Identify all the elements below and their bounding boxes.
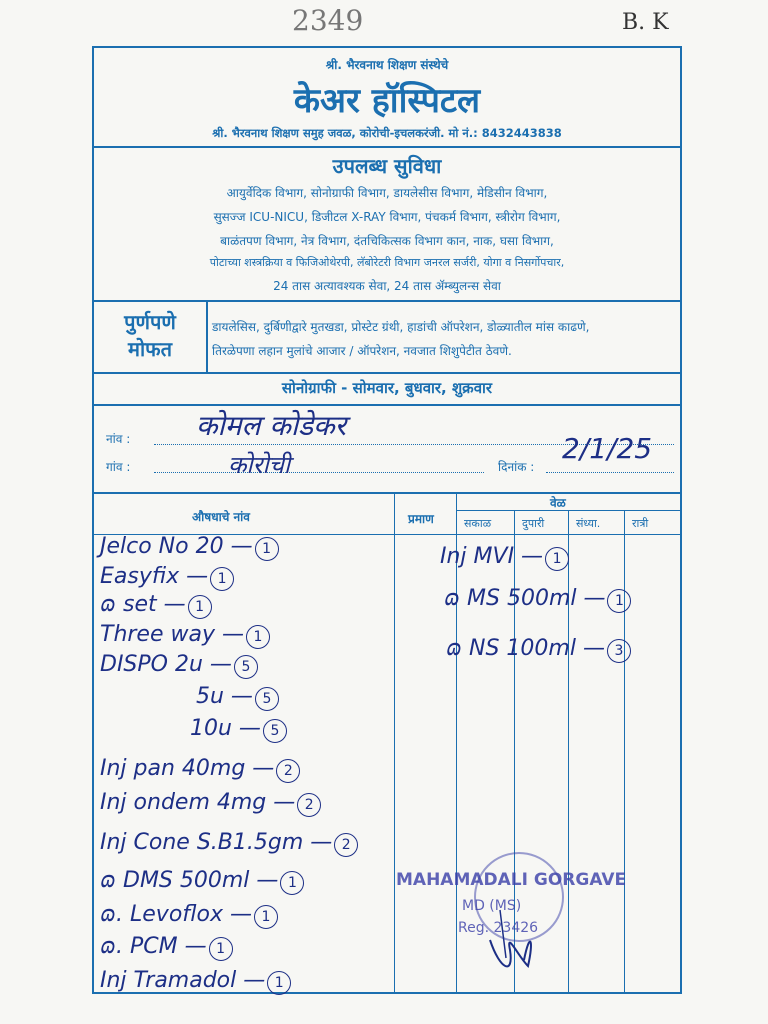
date-line: [546, 472, 674, 473]
column-divider: [394, 492, 395, 994]
facilities-heading: उपलब्ध सुविधा: [332, 154, 442, 178]
hospital-name: केअर हॉस्पिटल: [293, 81, 481, 121]
facilities-line: पोटाच्या शस्त्रक्रिया व फिजिओथेरपी, लॅबोरेटरी विभाग जनरल सर्जरी, योगा व निसर्गोपचार,: [209, 256, 565, 269]
medicine-item: ɷ NS 100ml — 3: [446, 636, 631, 663]
divider: [94, 146, 680, 148]
stamp-registration: Reg. 23426: [458, 920, 539, 936]
time-morning: सकाळ: [464, 517, 492, 530]
medicine-item: ɷ DMS 500ml — 1: [100, 868, 304, 895]
medicine-item: ɷ set — 1: [100, 592, 212, 619]
quantity-circle: 1: [254, 905, 278, 929]
quantity-circle: 1: [545, 547, 569, 571]
doctor-signature: [470, 900, 590, 980]
quantity-circle: 1: [255, 537, 279, 561]
patient-village: कोरोची: [228, 451, 291, 479]
medicine-item: ɷ. PCM — 1: [100, 934, 233, 961]
village-line: [154, 472, 484, 473]
medicine-item: Easyfix — 1: [100, 564, 234, 591]
medicine-item: Jelco No 20 — 1: [100, 534, 279, 561]
village-label: गांव :: [106, 460, 131, 474]
medicine-column-header: औषधाचे नांव: [192, 510, 250, 524]
time-afternoon: दुपारी: [522, 517, 545, 530]
quantity-circle: 1: [280, 871, 304, 895]
medicine-item: Inj ondem 4mg — 2: [100, 790, 321, 817]
medicine-item: 5u — 5: [196, 684, 279, 711]
hospital-address: श्री. भैरवनाथ शिक्षण समुह जवळ, कोरोची-इचलकरंजी. मो नं.: 8432443838: [212, 126, 562, 140]
date-label: दिनांक :: [498, 460, 535, 474]
quantity-circle: 5: [263, 719, 287, 743]
quantity-circle: 1: [210, 567, 234, 591]
quantity-circle: 5: [255, 687, 279, 711]
trust-name: श्री. भैरवनाथ शिक्षण संस्थेचे: [325, 58, 449, 72]
divider: [94, 492, 680, 494]
time-column-header: वेळ: [550, 496, 566, 510]
free-label-line1: पुर्णपणे: [124, 310, 176, 334]
free-services-line1: डायलेसिस, दुर्बिणीद्वारे मुतखडा, प्रोस्टेट ग्रंथी, हाडांची ऑपरेशन, डोळ्यातील मांस काढणे,: [212, 320, 590, 334]
medicine-item: Inj Cone S.B1.5gm — 2: [100, 830, 358, 857]
medicine-item: ɷ MS 500ml — 1: [444, 586, 631, 613]
file-number: 2349: [292, 4, 364, 37]
quantity-column-header: प्रमाण: [408, 512, 434, 526]
quantity-circle: 1: [607, 589, 631, 613]
quantity-circle: 3: [607, 639, 631, 663]
quantity-circle: 1: [188, 595, 212, 619]
stamp-degree: MD (MS): [462, 898, 522, 914]
medicine-item: DISPO 2u — 5: [100, 652, 258, 679]
quantity-circle: 1: [246, 625, 270, 649]
patient-name: कोमल कोडेकर: [196, 409, 347, 442]
medicine-item: 10u — 5: [190, 716, 287, 743]
divider: [94, 372, 680, 374]
free-label: [94, 302, 208, 372]
sonography-days: सोनोग्राफी - सोमवार, बुधवार, शुक्रवार: [281, 379, 493, 397]
facilities-line: आयुर्वेदिक विभाग, सोनोग्राफी विभाग, डायलेसीस विभाग, मेडिसीन विभाग,: [226, 186, 548, 200]
time-night: रात्री: [632, 517, 649, 530]
medicine-item: Inj pan 40mg — 2: [100, 756, 300, 783]
quantity-circle: 2: [334, 833, 358, 857]
name-label: नांव :: [106, 432, 131, 446]
quantity-circle: 1: [209, 937, 233, 961]
quantity-circle: 1: [267, 971, 291, 995]
initials-note: B. K: [622, 10, 669, 35]
medicine-item: ɷ. Levoflox — 1: [100, 902, 278, 929]
stamp-doctor-name: MAHAMADALI GORGAVE: [396, 870, 627, 890]
medicine-item: Three way — 1: [100, 622, 270, 649]
time-evening: संध्या.: [576, 517, 601, 530]
quantity-circle: 5: [234, 655, 258, 679]
free-services-line2: तिरळेपणा लहान मुलांचे आजार / ऑपरेशन, नवजात शिशुपेटीत ठेवणे.: [212, 344, 512, 358]
time-header-line: [456, 510, 682, 511]
facilities-line: सुसज्ज ICU-NICU, डिजीटल X-RAY विभाग, पंचकर्म विभाग, स्त्रीरोग विभाग,: [213, 210, 561, 224]
divider: [94, 404, 680, 406]
free-label-line2: मोफत: [128, 337, 172, 361]
quantity-circle: 2: [297, 793, 321, 817]
prescription-date: 2/1/25: [562, 432, 653, 465]
facilities-line: 24 तास अत्यावश्यक सेवा, 24 तास ॲम्ब्युलन्स सेवा: [273, 279, 501, 293]
medicine-item: Inj MVI — 1: [440, 544, 569, 571]
quantity-circle: 2: [276, 759, 300, 783]
medicine-item: Inj Tramadol — 1: [100, 968, 291, 995]
facilities-line: बाळंतपण विभाग, नेत्र विभाग, दंतचिकित्सक विभाग कान, नाक, घसा विभाग,: [220, 234, 554, 248]
